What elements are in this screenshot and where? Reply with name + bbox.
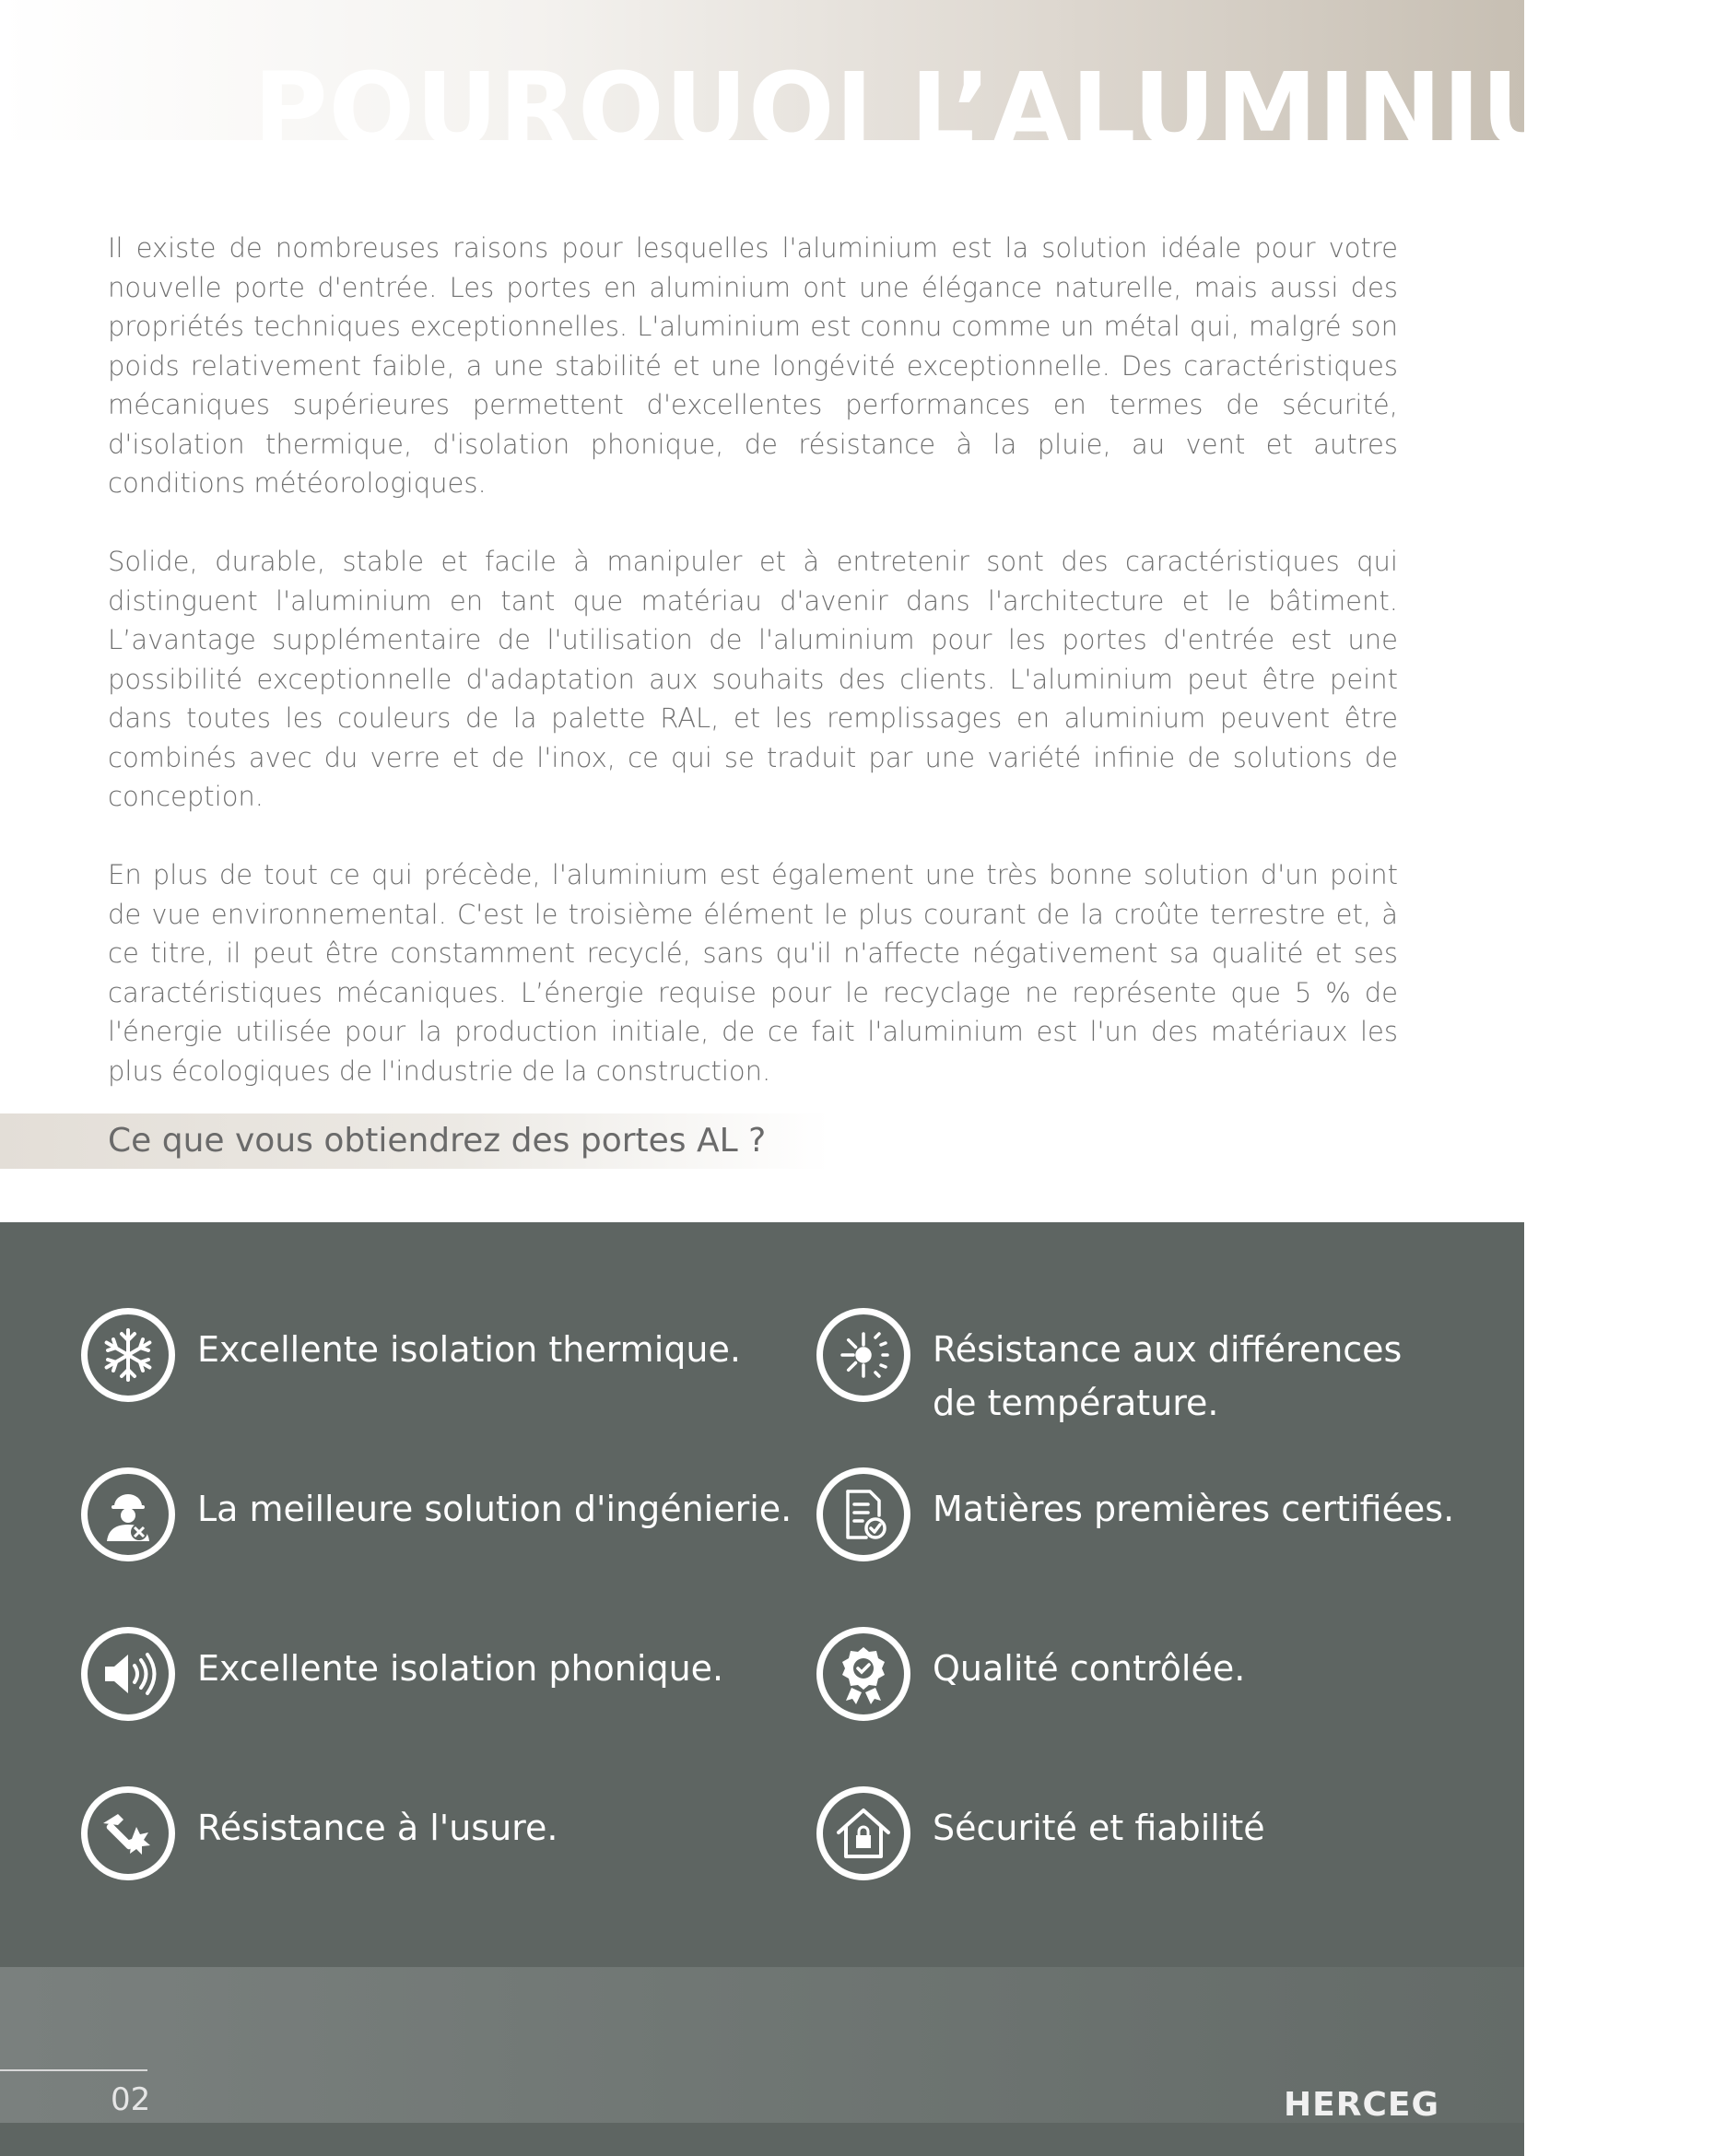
feature-label: Matières premières certifiées. <box>933 1489 1455 1529</box>
feature-security <box>816 1786 1265 1880</box>
feature-label: Qualité contrôlée. <box>933 1648 1246 1689</box>
feature-thermal-insulation <box>81 1308 741 1402</box>
engineer-icon <box>81 1467 175 1561</box>
subheading: Ce que vous obtiendrez des portes AL ? <box>108 1122 767 1160</box>
feature-sound-insulation <box>81 1627 723 1721</box>
house-lock-icon <box>816 1786 910 1880</box>
feature-label: La meilleure solution d'ingénierie. <box>197 1489 793 1529</box>
feature-label: Excellente isolation phonique. <box>197 1648 724 1689</box>
quality-badge-icon <box>816 1627 910 1721</box>
page-number: 02 <box>111 2081 151 2118</box>
certificate-document-icon <box>816 1467 910 1561</box>
intro-paragraph: Il existe de nombreuses raisons pour lesquelles l'aluminium est la solution idéale pour votre nouvelle porte d'entrée. Les portes en aluminium ont une élégance naturelle, mais aussi des propriétés techniques exceptionnelles. L'aluminium est connu comme un métal qui, malgré son poids relativement faible, a une stabilité et une longévité exceptionnelle. Des caractéristiques mécaniques supérieures permettent d'excellentes performances en termes de sécurité, d'isolation thermique, d'isolation phonique, de résistance à la pluie, au vent et autres conditions météorologiques. <box>108 232 1398 499</box>
feature-temperature-resistance <box>816 1308 1402 1430</box>
feature-label <box>933 1323 1402 1430</box>
header-band <box>0 0 1726 169</box>
hammer-impact-icon <box>81 1786 175 1880</box>
feature-label: Excellente isolation thermique. <box>197 1329 741 1370</box>
page-title: POURQUOI L’ALUMINIUM? <box>253 51 1726 169</box>
feature-label-line-1: Résistance aux différences <box>933 1329 1403 1370</box>
features-panel <box>0 1222 1524 1967</box>
feature-label-line-2: de température. <box>933 1383 1219 1423</box>
feature-label: Sécurité et fiabilité <box>933 1808 1265 1848</box>
snowflake-icon <box>81 1308 175 1402</box>
feature-wear-resistance <box>81 1786 558 1880</box>
speaker-icon <box>81 1627 175 1721</box>
advantages-paragraph: Solide, durable, stable et facile à manipuler et à entretenir sont des caractéristiques qui distinguent l'aluminium en tant que matériau d'avenir dans l'architecture et le bâtiment. L’avantage supplémentaire de l'utilisation de l'aluminium pour les portes d'entrée est une possibilité exceptionnelle d'adaptation aux souhaits des clients. L'aluminium peut être peint dans toutes les couleurs de la palette RAL, et les remplissages en aluminium peuvent être combinés avec du verre et de l'inox, ce qui se traduit par une variété infinie de solutions de conception. <box>108 546 1398 812</box>
sun-snow-icon <box>816 1308 910 1402</box>
brand-logo: HERCEG <box>1284 2086 1440 2124</box>
feature-certified-materials <box>816 1467 1454 1561</box>
feature-engineering <box>81 1467 792 1561</box>
page-number-rule <box>0 2069 147 2071</box>
footer-bottom-band <box>0 2123 1524 2156</box>
feature-controlled-quality <box>816 1627 1245 1721</box>
feature-label: Résistance à l'usure. <box>197 1808 558 1848</box>
environment-paragraph: En plus de tout ce qui précède, l'aluminium est également une très bonne solution d'un point de vue environnemental. C'est le troisième élément le plus courant de la croûte terrestre et, à ce titre, il peut être constamment recyclé, sans qu'il n'affecte négativement sa qualité et ses caractéristiques mécaniques. L’énergie requise pour le recyclage ne représente que 5 % de l'énergie utilisée pour la production initiale, de ce fait l'aluminium est l'un des matériaux les plus écologiques de l'industrie de la construction. <box>108 859 1398 1087</box>
